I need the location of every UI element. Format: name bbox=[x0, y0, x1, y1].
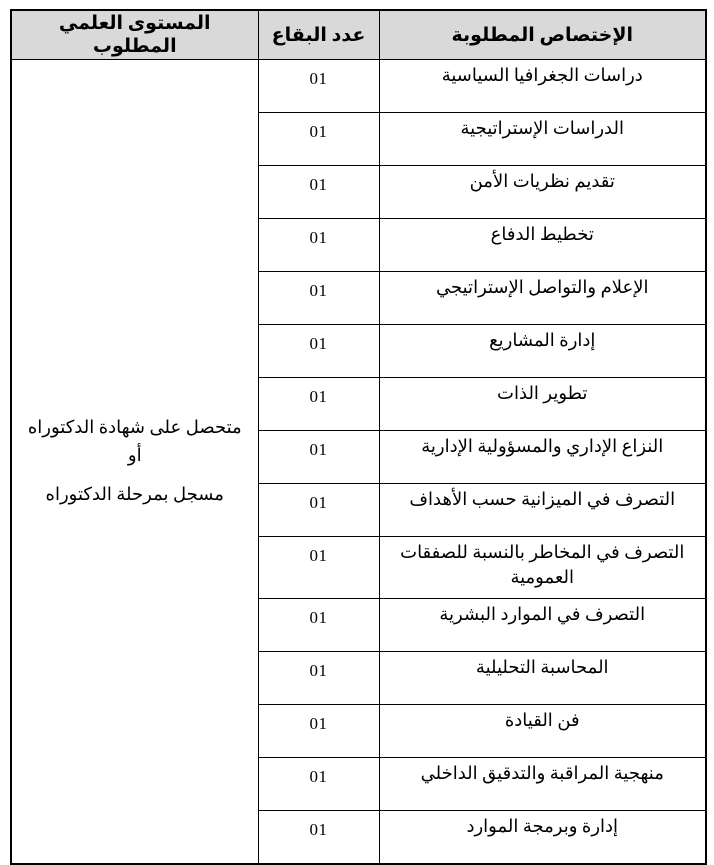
specializations-table bbox=[10, 9, 707, 865]
count-cell: 01 bbox=[258, 166, 379, 219]
specialization-cell: دراسات الجغرافيا السياسية bbox=[379, 60, 706, 113]
count-cell: 01 bbox=[258, 484, 379, 537]
specialization-cell: التصرف في المخاطر بالنسبة للصفقات العمومية bbox=[379, 537, 706, 599]
header-row bbox=[11, 10, 706, 60]
count-cell: 01 bbox=[258, 758, 379, 811]
specialization-cell: تخطيط الدفاع bbox=[379, 219, 706, 272]
count-cell: 01 bbox=[258, 113, 379, 166]
count-cell: 01 bbox=[258, 537, 379, 599]
count-cell: 01 bbox=[258, 325, 379, 378]
level-text-line1: متحصل على شهادة الدكتوراه bbox=[27, 416, 242, 437]
specialization-cell: منهجية المراقبة والتدقيق الداخلي bbox=[379, 758, 706, 811]
level-text-line2: أو bbox=[127, 445, 142, 466]
header-count: عدد البقاع bbox=[258, 10, 379, 60]
table-row bbox=[11, 60, 706, 113]
count-cell: 01 bbox=[258, 705, 379, 758]
count-cell: 01 bbox=[258, 60, 379, 113]
count-cell: 01 bbox=[258, 599, 379, 652]
count-cell: 01 bbox=[258, 378, 379, 431]
specialization-cell: تطوير الذات bbox=[379, 378, 706, 431]
specialization-cell: التصرف في الموارد البشرية bbox=[379, 599, 706, 652]
specialization-cell: الإعلام والتواصل الإستراتيجي bbox=[379, 272, 706, 325]
count-cell: 01 bbox=[258, 811, 379, 864]
count-cell: 01 bbox=[258, 219, 379, 272]
header-specialization: الإختصاص المطلوبة bbox=[379, 10, 706, 60]
specialization-cell: التصرف في الميزانية حسب الأهداف bbox=[379, 484, 706, 537]
count-cell: 01 bbox=[258, 431, 379, 484]
level-cell bbox=[11, 60, 258, 864]
specialization-cell: المحاسبة التحليلية bbox=[379, 652, 706, 705]
specialization-cell: فن القيادة bbox=[379, 705, 706, 758]
level-text-line3: مسجل بمرحلة الدكتوراه bbox=[45, 484, 224, 505]
specialization-cell: إدارة وبرمجة الموارد bbox=[379, 811, 706, 864]
specialization-cell: إدارة المشاريع bbox=[379, 325, 706, 378]
specialization-cell: الدراسات الإستراتيجية bbox=[379, 113, 706, 166]
specialization-cell: النزاع الإداري والمسؤولية الإدارية bbox=[379, 431, 706, 484]
specialization-cell: تقديم نظريات الأمن bbox=[379, 166, 706, 219]
header-level: المستوى العلمي المطلوب bbox=[11, 10, 258, 60]
count-cell: 01 bbox=[258, 272, 379, 325]
count-cell: 01 bbox=[258, 652, 379, 705]
